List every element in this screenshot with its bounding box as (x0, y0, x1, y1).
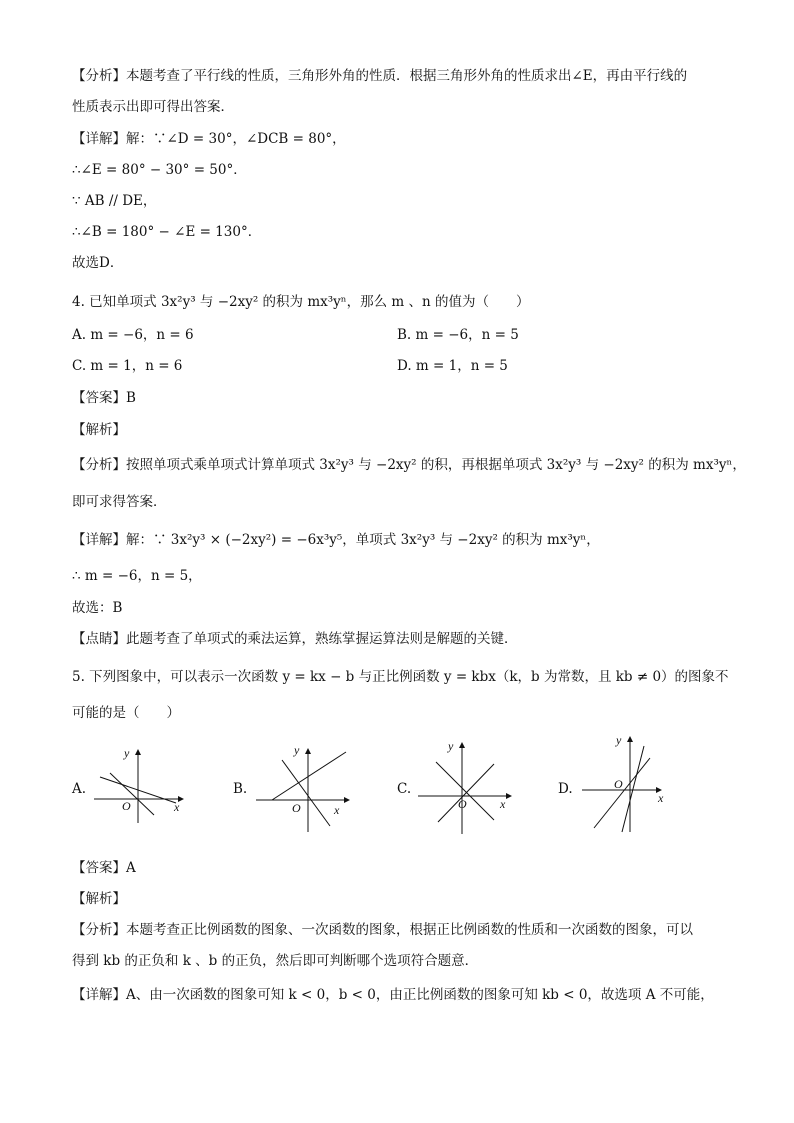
graph-a (90, 743, 190, 828)
graph-a-x-label: x (174, 800, 180, 814)
graph-d-x-label: x (658, 791, 664, 805)
graph-d-label: D. (558, 781, 573, 797)
q4-option-d: D. m = 1，n = 5 (397, 358, 508, 374)
graph-b-line-2 (282, 760, 330, 826)
graph-a-label: A. (72, 781, 87, 797)
q4-option-c: C. m = 1，n = 6 (72, 358, 183, 374)
detail-line-3: ∵ AB // DE， (72, 193, 157, 209)
detail-line-2: ∴∠E = 80° − 30° = 50°． (72, 162, 247, 178)
graph-b (250, 740, 360, 835)
graph-b-label: B. (233, 781, 248, 797)
graph-c-origin: O (458, 797, 467, 811)
graph-b-y-label: y (294, 743, 300, 757)
graph-d-line-1 (594, 758, 650, 828)
graph-b-x-arrow (344, 797, 350, 803)
analysis-line-1: 【分析】本题考查了平行线的性质，三角形外角的性质．根据三角形外角的性质求出∠E，再由平行线的 (72, 68, 688, 84)
q4-solution-heading: 【解析】 (72, 422, 126, 438)
graph-c-x-arrow (506, 793, 512, 799)
q4-analysis-2: 即可求得答案． (72, 494, 167, 510)
graph-c-line-2 (436, 762, 494, 820)
graph-b-origin: O (292, 801, 301, 815)
question-4: 4. 已知单项式 3x²y³ 与 −2xy² 的积为 mx³yⁿ，那么 m 、n 的值为（ ） (72, 294, 530, 310)
graph-d-y-arrow (627, 736, 633, 742)
q4-option-b: B. m = −6，n = 5 (397, 327, 519, 343)
q5-analysis-2: 得到 kb 的正负和 k 、b 的正负，然后即可判断哪个选项符合题意． (72, 953, 479, 969)
graph-a-y-label: y (124, 746, 130, 760)
q4-option-a: A. m = −6，n = 6 (72, 327, 194, 343)
graph-a-origin: O (122, 799, 131, 813)
detail-line-4: ∴∠B = 180° − ∠E = 130°． (72, 224, 262, 240)
q5-detail-1: 【详解】A、由一次函数的图象可知 k < 0，b < 0，由正比例函数的图象可知 kb < 0，故选项 A 不可能， (72, 987, 714, 1003)
q4-detail-3: 故选：B (72, 600, 123, 616)
graph-c (412, 738, 522, 838)
graph-a-y-arrow (135, 749, 141, 755)
q4-answer: 【答案】B (72, 390, 136, 406)
q4-comment: 【点睛】此题考查了单项式的乘法运算，熟练掌握运算法则是解题的关键． (72, 631, 518, 647)
detail-line-1: 【详解】解：∵∠D = 30°，∠DCB = 80°， (72, 131, 346, 147)
graph-a-line-2 (110, 773, 154, 815)
q5-answer: 【答案】A (72, 860, 136, 876)
graph-c-y-label: y (448, 739, 454, 753)
analysis-line-2: 性质表示出即可得出答案． (72, 99, 234, 115)
choice-line: 故选D． (72, 255, 124, 271)
q4-analysis-1: 【分析】按照单项式乘单项式计算单项式 3x²y³ 与 −2xy² 的积，再根据单项式 3x²y³ 与 −2xy² 的积为 mx³yⁿ， (72, 457, 746, 473)
graph-c-x-label: x (500, 797, 506, 811)
graph-d-y-label: y (616, 733, 622, 747)
graph-d-origin: O (614, 777, 623, 791)
q4-detail-1: 【详解】解：∵ 3x²y³ × (−2xy²) = −6x³y⁵，单项式 3x²y³ 与 −2xy² 的积为 mx³yⁿ， (72, 532, 600, 548)
graph-d (578, 732, 678, 837)
graph-b-x-label: x (334, 803, 340, 817)
graph-b-y-arrow (305, 748, 311, 754)
q4-detail-2: ∴ m = −6，n = 5， (72, 568, 202, 584)
q5-analysis-1: 【分析】本题考查正比例函数的图象、一次函数的图象，根据正比例函数的性质和一次函数的图象，可以 (72, 922, 693, 938)
q5-solution-heading: 【解析】 (72, 891, 126, 907)
graph-b-line-1 (272, 752, 346, 800)
graph-c-label: C. (397, 781, 412, 797)
question-5-line-1: 5. 下列图象中，可以表示一次函数 y = kx − b 与正比例函数 y = kbx（k，b 为常数，且 kb ≠ 0）的图象不 (72, 669, 729, 685)
question-5-line-2: 可能的是（ ） (72, 705, 180, 721)
graph-c-y-arrow (459, 742, 465, 748)
